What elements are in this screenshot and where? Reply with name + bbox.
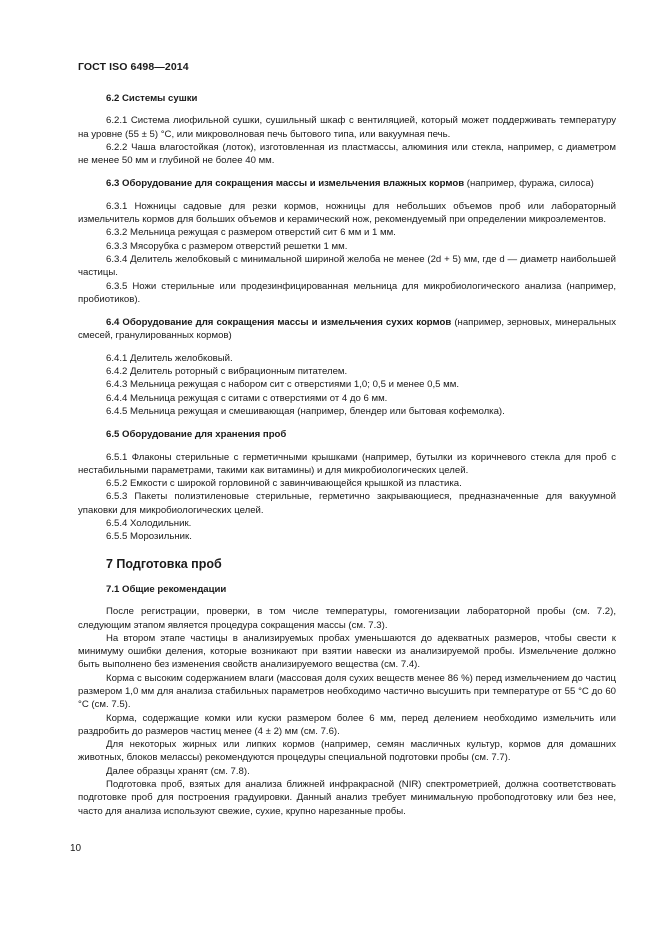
paragraph-6-2-2: 6.2.2 Чаша влагостойкая (лоток), изготовленная из пластмассы, алюминия или стекла, например, с диаметром не менее 50 мм и глубиной не более 40 мм. <box>78 141 616 167</box>
section-6-3-heading <box>78 177 616 190</box>
page-number: 10 <box>70 843 82 854</box>
paragraph-7-1-a: После регистрации, проверки, в том числе температуры, гомогенизации лабораторной пробы (см. 7.2), следующим этапом является процедура сокращения массы (см. 7.3). <box>78 606 616 631</box>
paragraph-6-3-3: 6.3.3 Мясорубка с размером отверстий решетки 1 мм. <box>106 240 348 252</box>
list-item-6-4-4: 6.4.4 Мельница режущая с ситами с отверстиями от 4 до 6 мм. <box>106 392 388 404</box>
document-header: ГОСТ ISO 6498—2014 <box>78 61 189 73</box>
section-6-2-heading: 6.2 Системы сушки <box>106 93 198 104</box>
document-body <box>78 92 616 818</box>
paragraph-6-3-4: 6.3.4 Делитель желобковый с минимальной шириной желоба не менее (2d + 5) мм, где d — диаметр наибольшей частицы. <box>78 253 616 279</box>
list-item-6-4-1: 6.4.1 Делитель желобковый. <box>106 352 233 364</box>
list-item-6-4-5: 6.4.5 Мельница режущая и смешивающая (например, блендер или бытовая кофемолка). <box>106 405 505 417</box>
paragraph-6-5-4: 6.5.4 Холодильник. <box>106 518 192 530</box>
paragraph-6-3-5: 6.3.5 Ножи стерильные или продезинфицированная мельница для микробиологического анализа (например, пробиотиков). <box>78 280 616 305</box>
paragraph-6-3-1: 6.3.1 Ножницы садовые для резки кормов, ножницы для небольших объемов проб или лабораторный измельчитель кормов для больших объемов и керамический нож, рекомендуемый при определении микроэлементов. <box>78 200 616 226</box>
section-6-4-heading <box>78 316 616 343</box>
paragraph-7-1-b: На втором этапе частицы в анализируемых пробах уменьшаются до адекватных размеров, чтобы свести к минимуму ошибки деления, которые возникают при взятии навески из анализируемой пробы. Измельчение должно быть выполнено без изменения свойств анализируемого вещества (см. 7.4). <box>78 632 616 671</box>
paragraph-6-5-1: 6.5.1 Флаконы стерильные с герметичными крышками (например, бутылки из коричневого стекла для проб с нестабильными параметрами, такими как витамины) и для микробиологических целей. <box>78 451 616 476</box>
paragraph-7-1-g: Подготовка проб, взятых для анализа ближней инфракрасной (NIR) спектрометрией, должна соответствовать подготовке проб для построения градуировки. Данный анализ требует минимальную пробоподготовку или без нее, часто для анализа используют свежие, сухие, крупно нарезанные пробы. <box>78 779 616 817</box>
paragraph-6-3-2: 6.3.2 Мельница режущая с размером отверстий сит 6 мм и 1 мм. <box>106 227 396 239</box>
paragraph-7-1-d: Корма, содержащие комки или куски размером более 6 мм, перед делением необходимо измельчить или раздробить до размеров частиц менее (4 ± 2) мм (см. 7.6). <box>78 712 616 737</box>
section-6-3-heading-rest: (например, фуража, силоса) <box>464 178 594 190</box>
paragraph-7-1-c: Корма с высоким содержанием влаги (массовая доля сухих веществ менее 86 %) перед измельчением до частиц размером 1,0 мм для анализа стабильных параметров необходимо частично высушить при температуре от 55 °С до 60 °С (см. 7.5). <box>78 672 616 711</box>
section-6-3-heading-bold: 6.3 Оборудование для сокращения массы и измельчения влажных кормов <box>106 178 465 190</box>
section-6-5-heading: 6.5 Оборудование для хранения проб <box>106 429 287 441</box>
list-item-6-4-2: 6.4.2 Делитель роторный с вибрационным питателем. <box>106 366 348 378</box>
section-7-1-heading: 7.1 Общие рекомендации <box>106 583 227 595</box>
paragraph-7-1-f: Далее образцы хранят (см. 7.8). <box>106 765 250 777</box>
list-item-6-4-3: 6.4.3 Мельница режущая с набором сит с отверстиями 1,0; 0,5 и менее 0,5 мм. <box>106 379 460 391</box>
paragraph-6-2-1: 6.2.1 Система лиофильной сушки, сушильный шкаф с вентиляцией, который может поддерживать температуру на уровне (55 ± 5) °С, или микроволновая печь бытового типа, или вакуумная печь. <box>78 115 616 140</box>
paragraph-6-5-3: 6.5.3 Пакеты полиэтиленовые стерильные, герметично закрывающиеся, предназначенные для вакуумной упаковки для микробиологических целей. <box>78 491 616 516</box>
section-6-4-heading-rest: (например, зерновых, минеральных смесей, гранулированных кормов) <box>78 317 616 342</box>
paragraph-7-1-e: Для некоторых жирных или липких кормов (например, семян масличных культур, кормов для домашних животных, блоков мелассы) рекомендуются процедуры специальной подготовки пробы (см. 7.7). <box>78 739 616 764</box>
paragraph-6-5-2: 6.5.2 Емкости с широкой горловиной с завинчивающейся крышкой из пластика. <box>106 478 462 490</box>
section-6-4-heading-bold: 6.4 Оборудование для сокращения массы и измельчения сухих кормов <box>106 317 452 329</box>
paragraph-6-5-5: 6.5.5 Морозильник. <box>106 531 192 543</box>
section-7-heading: 7 Подготовка проб <box>106 556 222 571</box>
